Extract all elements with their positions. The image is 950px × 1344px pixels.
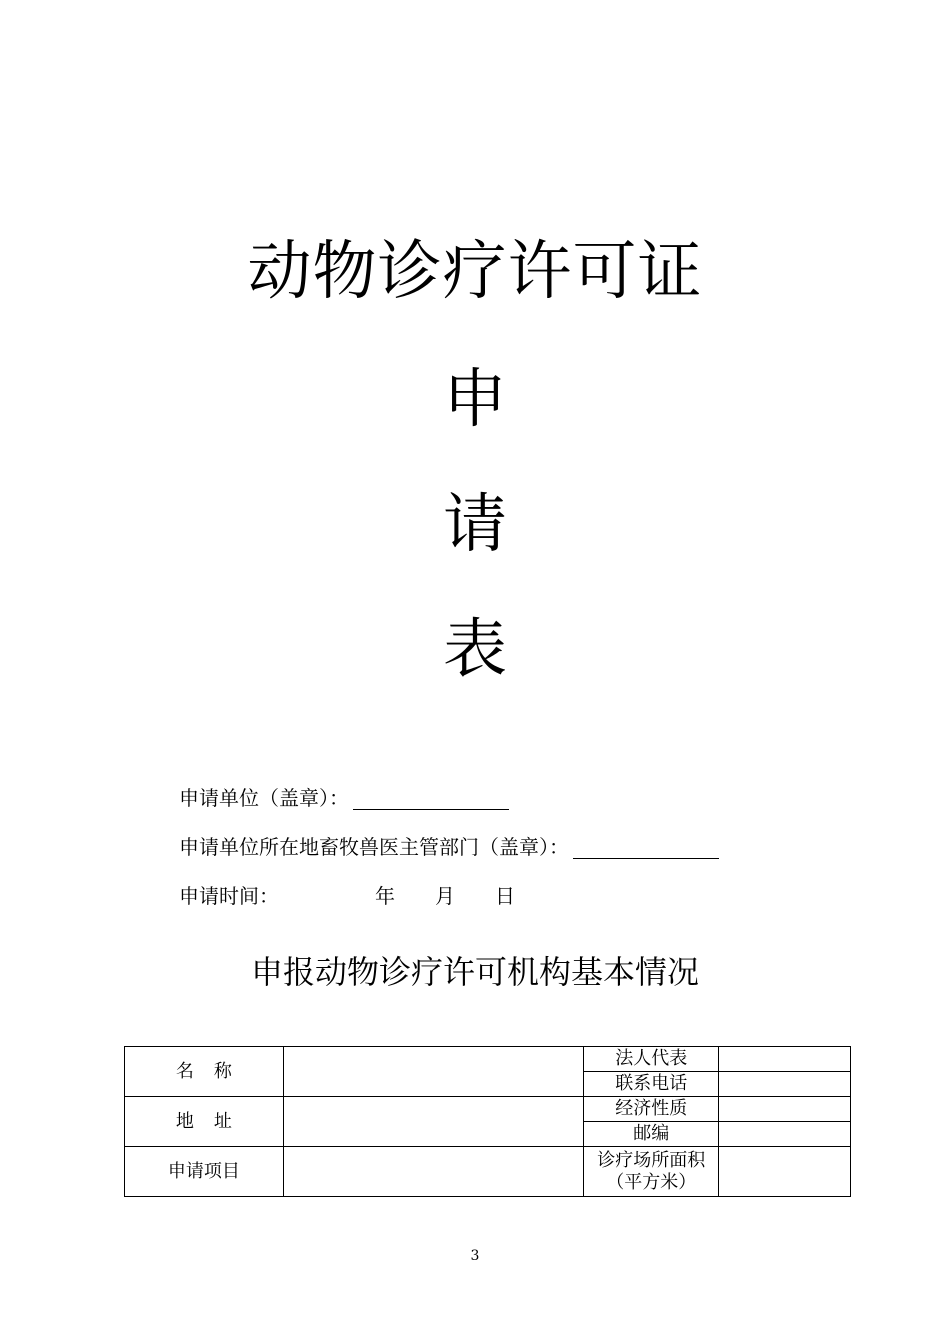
econ-nature-label: 经济性质 — [584, 1097, 719, 1122]
area-label-line1: 诊疗场所面积 — [597, 1149, 706, 1171]
authority-dept-field — [179, 835, 719, 859]
title-char-qing: 请 — [443, 488, 507, 562]
address-value-cell[interactable] — [283, 1097, 584, 1147]
project-value-cell[interactable] — [283, 1147, 584, 1197]
area-label-cell — [584, 1147, 719, 1197]
section-title: 申报动物诊疗许可机构基本情况 — [250, 953, 699, 991]
title-char-shen: 申 — [443, 363, 507, 437]
econ-nature-value-cell[interactable] — [719, 1097, 851, 1122]
area-label-line2: （平方米） — [606, 1171, 697, 1193]
month-label: 月 — [435, 884, 455, 908]
applicant-unit-field — [179, 786, 509, 810]
title-char-biao: 表 — [443, 613, 507, 687]
phone-label: 联系电话 — [584, 1072, 719, 1097]
applicant-unit-blank[interactable] — [353, 787, 509, 810]
name-value-cell[interactable] — [283, 1047, 584, 1097]
legal-rep-label: 法人代表 — [584, 1047, 719, 1072]
page-number: 3 — [470, 1248, 480, 1264]
address-label-cell: 地址 — [125, 1097, 284, 1147]
year-label: 年 — [375, 884, 395, 908]
project-label: 申请项目 — [125, 1147, 284, 1197]
day-label: 日 — [495, 884, 515, 908]
area-value-cell[interactable] — [719, 1147, 851, 1197]
application-date-label: 申请时间： — [179, 884, 279, 908]
document-title: 动物诊疗许可证 — [247, 235, 703, 309]
authority-dept-label: 申请单位所在地畜牧兽医主管部门（盖章）： — [179, 835, 569, 859]
applicant-unit-label: 申请单位（盖章）： — [179, 786, 349, 810]
name-label-cell: 名称 — [125, 1047, 284, 1097]
phone-value-cell[interactable] — [719, 1072, 851, 1097]
postcode-label: 邮编 — [584, 1122, 719, 1147]
legal-rep-value-cell[interactable] — [719, 1047, 851, 1072]
basic-info-table — [124, 1046, 851, 1197]
postcode-value-cell[interactable] — [719, 1122, 851, 1147]
authority-dept-blank[interactable] — [573, 836, 719, 859]
application-date-field — [179, 884, 515, 908]
